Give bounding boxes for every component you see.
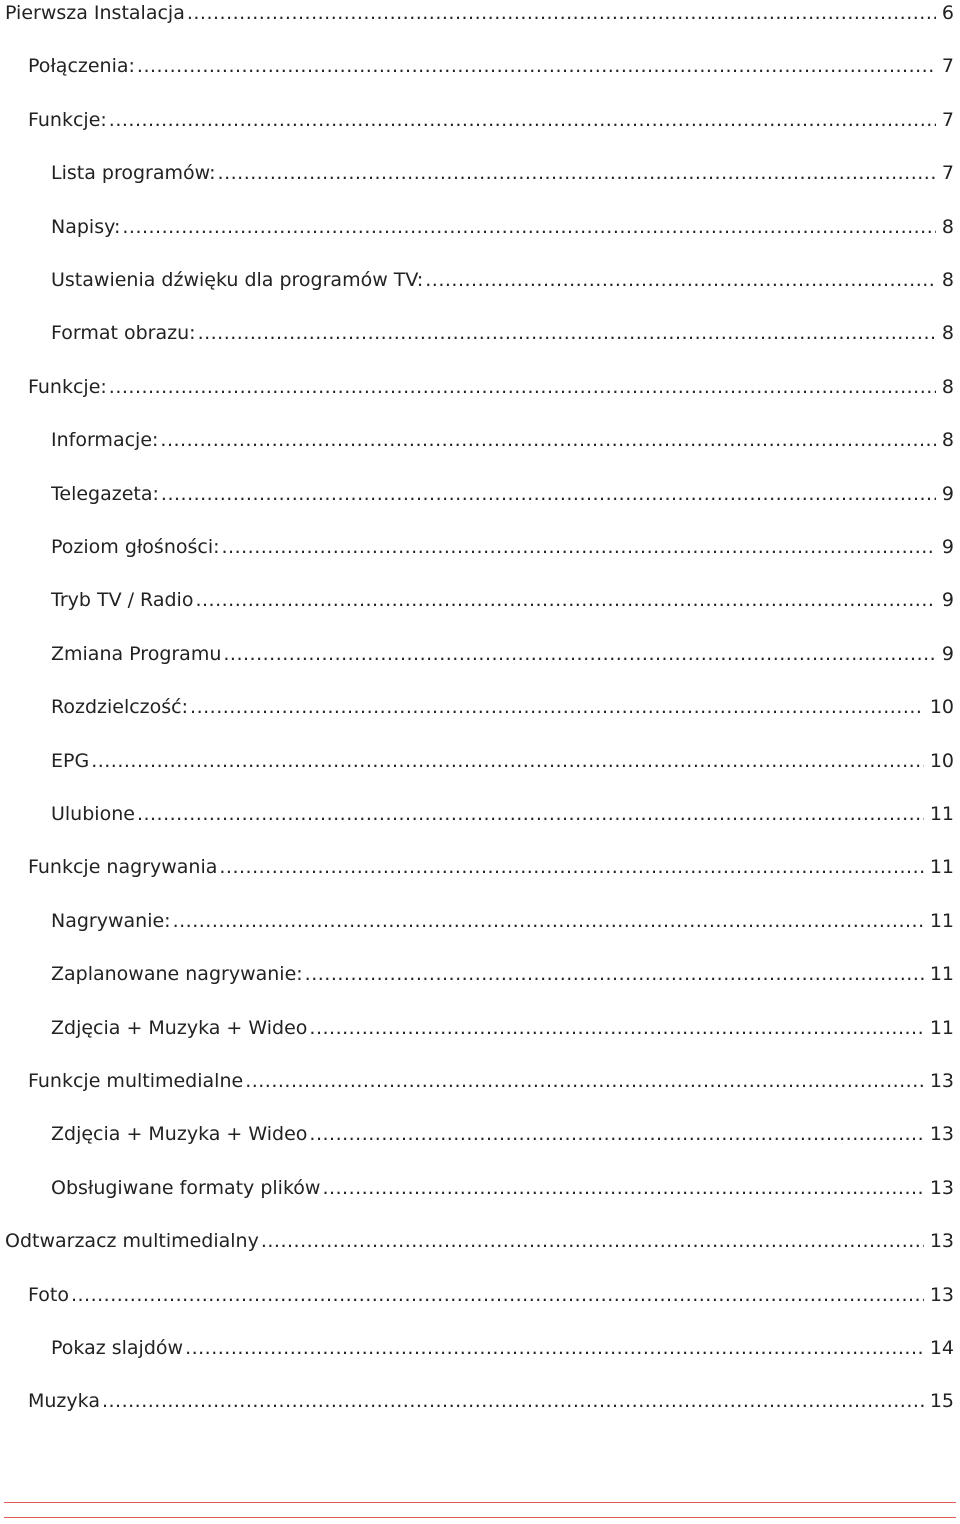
toc-dot-leader — [245, 1068, 924, 1094]
toc-entry-title: Zdjęcia + Muzyka + Wideo — [51, 1123, 308, 1146]
toc-entry[interactable] — [51, 1335, 954, 1361]
toc-entry-page-number: 10 — [929, 749, 954, 772]
footer-rule-top — [4, 1502, 956, 1503]
toc-entry[interactable] — [51, 320, 954, 346]
toc-entry[interactable] — [51, 427, 954, 453]
toc-entry-title: Połączenia: — [28, 55, 135, 78]
toc-entry[interactable] — [51, 1175, 954, 1201]
toc-entry-title: Telegazeta: — [51, 482, 159, 505]
toc-dot-leader — [185, 1335, 924, 1361]
toc-entry-title: EPG — [51, 749, 90, 772]
toc-entry-page-number: 11 — [929, 803, 954, 825]
toc-entry[interactable] — [51, 481, 954, 507]
toc-dot-leader — [218, 160, 936, 186]
toc-dot-leader — [91, 748, 924, 774]
toc-entry[interactable] — [28, 107, 954, 133]
toc-dot-leader — [322, 1175, 923, 1201]
toc-entry-title: Format obrazu: — [51, 322, 196, 345]
toc-entry-page-number: 7 — [941, 55, 954, 78]
toc-dot-leader — [223, 641, 936, 667]
toc-entry-page-number: 13 — [929, 1123, 954, 1146]
toc-entry-page-number: 11 — [929, 856, 954, 879]
toc-dot-leader — [309, 1121, 923, 1147]
footer-rule-bottom — [4, 1517, 956, 1518]
toc-entry-title: Ustawienia dźwięku dla programów TV: — [51, 269, 424, 291]
toc-entry[interactable] — [28, 1068, 954, 1094]
toc-entry-title: Poziom głośności: — [51, 536, 220, 558]
toc-entry-title: Nagrywanie: — [51, 909, 171, 932]
toc-entry-page-number: 8 — [941, 322, 954, 345]
toc-entry-title: Zmiana Programu — [51, 642, 222, 665]
toc-entry-title: Zdjęcia + Muzyka + Wideo — [51, 1016, 308, 1039]
toc-entry-title: Funkcje multimedialne — [28, 1070, 244, 1092]
toc-dot-leader — [198, 320, 936, 346]
toc-entry-page-number: 6 — [941, 2, 954, 24]
toc-dot-leader — [173, 908, 924, 934]
toc-entry[interactable] — [28, 1282, 954, 1308]
toc-dot-leader — [425, 267, 936, 293]
toc-dot-leader — [161, 481, 936, 507]
toc-entry[interactable] — [51, 748, 954, 774]
toc-entry-page-number: 15 — [929, 1390, 954, 1413]
toc-entry[interactable] — [51, 160, 954, 186]
toc-dot-leader — [222, 534, 936, 560]
toc-entry-title: Odtwarzacz multimedialny — [5, 1230, 259, 1253]
toc-entry[interactable] — [28, 374, 954, 400]
toc-entry-title: Informacje: — [51, 429, 159, 452]
toc-dot-leader — [195, 587, 935, 613]
toc-dot-leader — [102, 1388, 924, 1414]
toc-entry[interactable] — [51, 214, 954, 240]
toc-entry[interactable] — [51, 961, 954, 987]
toc-entry-title: Funkcje: — [28, 375, 107, 398]
toc-entry[interactable] — [5, 0, 954, 26]
toc-entry[interactable] — [28, 53, 954, 79]
toc-entry-page-number: 8 — [941, 429, 954, 452]
toc-entry[interactable] — [5, 1228, 954, 1254]
toc-dot-leader — [137, 53, 936, 79]
toc-dot-leader — [160, 427, 936, 453]
toc-entry[interactable] — [51, 267, 954, 293]
toc-dot-leader — [309, 1015, 923, 1041]
toc-entry-page-number: 9 — [941, 482, 954, 505]
toc-entry-title: Zaplanowane nagrywanie: — [51, 963, 303, 986]
toc-entry-page-number: 10 — [929, 696, 954, 719]
toc-dot-leader — [137, 801, 924, 827]
toc-entry-title: Funkcje: — [28, 108, 107, 131]
toc-entry-page-number: 11 — [929, 1016, 954, 1039]
toc-entry-title: Rozdzielczość: — [51, 696, 189, 719]
toc-dot-leader — [71, 1282, 924, 1308]
toc-entry-page-number: 13 — [929, 1176, 954, 1199]
toc-entry-title: Tryb TV / Radio — [51, 589, 194, 612]
toc-entry-page-number: 8 — [941, 269, 954, 291]
toc-entry-page-number: 9 — [941, 642, 954, 665]
toc-entry-page-number: 8 — [941, 215, 954, 238]
toc-entry-title: Pierwsza Instalacja — [5, 2, 185, 24]
toc-entry-page-number: 11 — [929, 963, 954, 986]
toc-entry-page-number: 9 — [941, 589, 954, 612]
toc-entry-page-number: 13 — [929, 1283, 954, 1306]
toc-dot-leader — [187, 0, 936, 26]
toc-entry[interactable] — [51, 1015, 954, 1041]
toc-dot-leader — [261, 1228, 924, 1254]
toc-entry-title: Muzyka — [28, 1390, 100, 1413]
toc-entry-page-number: 11 — [929, 909, 954, 932]
toc-entry-title: Obsługiwane formaty plików — [51, 1176, 321, 1199]
toc-entry[interactable] — [51, 801, 954, 827]
toc-entry-page-number: 14 — [929, 1337, 954, 1359]
toc-entry-page-number: 8 — [941, 375, 954, 398]
toc-entry-page-number: 7 — [941, 162, 954, 185]
toc-entry[interactable] — [51, 1121, 954, 1147]
toc-dot-leader — [190, 694, 924, 720]
toc-entry-page-number: 13 — [929, 1070, 954, 1092]
toc-dot-leader — [122, 214, 936, 240]
toc-entry-title: Ulubione — [51, 803, 135, 825]
toc-entry[interactable] — [28, 854, 954, 880]
toc-entry-page-number: 7 — [941, 108, 954, 131]
toc-entry[interactable] — [51, 908, 954, 934]
toc-entry-title: Lista programów: — [51, 162, 216, 185]
toc-dot-leader — [219, 854, 923, 880]
toc-entry[interactable] — [28, 1388, 954, 1414]
toc-entry-page-number: 9 — [941, 536, 954, 558]
toc-entry[interactable] — [51, 694, 954, 720]
toc-entry-title: Foto — [28, 1283, 69, 1306]
toc-entry-page-number: 13 — [929, 1230, 954, 1253]
toc-dot-leader — [305, 961, 924, 987]
toc-entry[interactable] — [51, 534, 954, 560]
toc-entry[interactable] — [51, 587, 954, 613]
toc-entry-title: Funkcje nagrywania — [28, 856, 218, 879]
toc-entry[interactable] — [51, 641, 954, 667]
toc-entry-title: Pokaz slajdów — [51, 1337, 184, 1359]
toc-entry-title: Napisy: — [51, 215, 121, 238]
toc-dot-leader — [109, 374, 936, 400]
toc-dot-leader — [109, 107, 936, 133]
